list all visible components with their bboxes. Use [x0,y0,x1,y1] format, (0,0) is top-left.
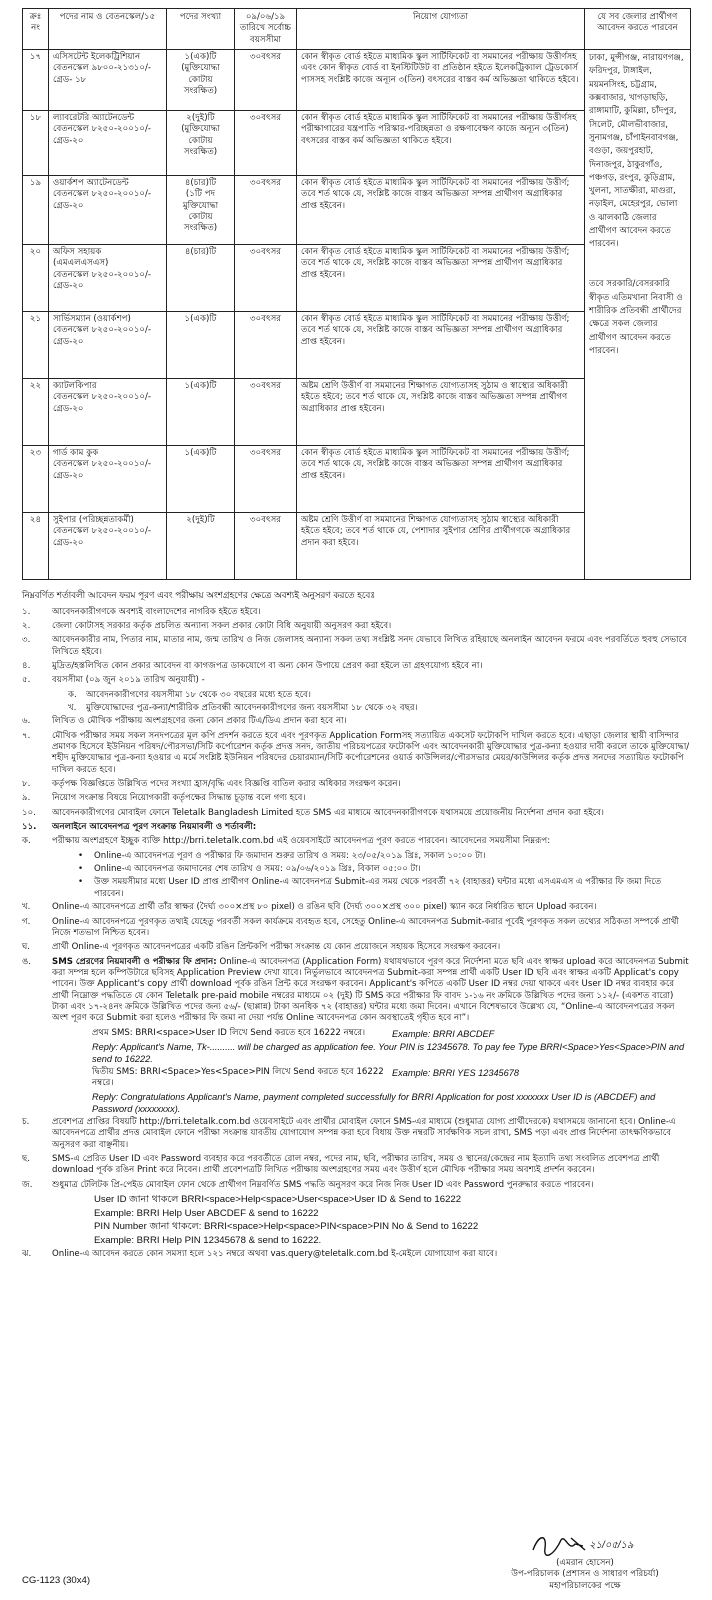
item-text: আবেদনকারীর নাম, পিতার নাম, মাতার নাম, জন্ম তারিখ ও নিজ জেলাসহ অন্যান্য সকল তথ্য সংশ্লিষ্ট সনদ যেভাবে লিখিত রহিয়াছে অনলাইন আবেদন ফরমে এবং পরবর্তিতে হুবহু সেভাবে লিখিতে হইবে। [52,635,687,657]
item-text: মৌখিক পরীক্ষার সময় সকল সনদপত্রের মূল কপি প্রদর্শন করতে হবে এবং পূরণকৃত Application Formসহ সত্যায়িত একসেট ফটোকপি দাখিল করতে হবে। এছাড়া জেলার স্থায়ী বাসিন্দার প্রমাণক হিসেবে ইউনিয়ন পরিষদ/পৌরসভা/সিটি কর্পোরেশন কর্তৃক প্রদত্ত সনদ, জাতীয় পরিচয়পত্রের ফটোকপি এবং আবেদনকারী মুক্তিযোদ্ধার পুত্র-কন্যা হওয়ার দাবী করলে তাকে মুক্তিযোদ্ধা/শহীদ মুক্তিযোদ্ধার পুত্র-কন্যা হওয়ার এ মর্মে সংশ্লিষ্ট ইউনিয়ন পরিষদের চেয়ারম্যান/সিটি কর্পোরেশনের ওয়ার্ড কাউন্সিলর/পৌরসভার মেয়র/কাউন্সিলর কর্তৃক প্রদত্ত সনদের সত্যায়িত ফটোকপি দাখিল করতে হবে। [52,730,690,775]
post-cell [49,446,167,513]
rule-letter: চ. [22,1117,30,1127]
post-name: সার্ভিসম্যান (ওয়ার্কশপ) [53,314,131,325]
recovery-line: User ID জানা থাকলে BRRI<space>Help<space>User<space>User ID & Send to 16222 [94,1194,462,1206]
item-number: ৭. [22,730,31,741]
header-post: পদের নাম ও বেতনস্কেল/১৫ [49,9,167,50]
districts-cell [585,50,691,580]
districts-list: ঢাকা, মুন্সীগঞ্জ, নারায়ণগঞ্জ, ফরিদপুর, টাঙ্গাইল, ময়মনসিংহ, চট্টগ্রাম, কক্সবাজার, খাগড়াছড়ি, রাঙ্গামাটি, কুমিল্লা, চাঁদপুর, সিলেট, মৌলভীবাজার, সুনামগঞ্জ, চাঁপাইনবাবগঞ্জ, বগুড়া, জয়পুরহাট, দিনাজপুর, ঠাকুরগাঁও, পঞ্চগড়, রংপুর, কুড়িগ্রাম, খুলনা, সাতক্ষীরা, মাগুরা, নড়াইল, মেহেরপুর, ভোলা ও ঝালকাঠি জেলার প্রার্থীগণ আবেদন করতে পারবেন। [589,53,684,250]
grade: গ্রেড-২০ [53,537,84,548]
table-header-row [23,9,691,50]
pay-scale: বেতনস্কেল ৮২৫০-২০০১০/- [53,325,151,336]
deadline-bullet [78,864,690,875]
rule-letter: ঙ. [22,956,32,967]
online-rule-uo [22,957,690,1025]
post-cell [49,245,167,312]
bullet-text: Online-এ আবেদনপত্র জমাদানের শেষ তারিখ ও সময়: ০৯/০৬/২০১৯ খ্রিঃ, বিকাল ০৫:০০ টা। [94,864,421,875]
signature-icon [525,1530,645,1558]
officer-designation: উপ-পরিচালক (প্রশাসন ও সাধারণ পরিচর্যা) [511,1569,659,1580]
quota-note: কোটায় সংরক্ষিত) [183,74,218,97]
online-rule-jha [22,1249,690,1260]
post-count: ১(এক)টি [184,448,217,459]
item-number: ৬. [22,716,31,727]
online-rule-ga [22,917,690,940]
pay-scale: বেতনস্কেল ৯৮০০-২১৩১০/- [53,63,151,74]
count-cell [167,245,235,312]
rule-letter: ঝ. [22,1248,32,1259]
signature-date: ২১/০৫/১৯ [589,1540,634,1551]
online-rule-cha [22,1117,690,1151]
sms-first [92,1028,690,1040]
age-cell: ৩০বৎসর [235,312,297,379]
signature-block [470,1530,700,1592]
quota-note: মুক্তিযোদ্ধা কোটায় [182,200,219,223]
qualification-cell: কোন স্বীকৃত বোর্ড হইতে মাধ্যমিক স্কুল সার্টিফিকেট বা সমমানের পরীক্ষায় উত্তীর্ণ; তবে শর্ত থাকে যে, সংশ্লিষ্ট কাজে বাস্তব অভিজ্ঞতা সম্পন্ন প্রার্থীগণ অগ্রাধিকার প্রাপ্ত হইবেন। [297,312,585,379]
bullet-icon: • [78,864,84,875]
age-cell: ৩০বৎসর [235,245,297,312]
qualification-cell: অষ্টম শ্রেণি উত্তীর্ণ বা সমমানের শিক্ষাগত যোগ্যতাসহ সুঠাম স্বাস্থ্যের অধিকারী হইতে হইবে; তবে শর্ত থাকে যে, পেশাদার সুইপার শ্রেণির প্রার্থীগণকে অগ্রাধিকার প্রদান করা হইবে। [297,513,585,580]
serial-cell: ১৯ [23,176,49,245]
post-name: ল্যাবরেটরি অ্যাটেনডেন্ট [53,113,135,124]
count-cell [167,513,235,580]
districts-note: তবে সরকারি/বেসরকারি স্বীকৃত এতিমখানা নিবাসী ও শারীরিক প্রতিবন্ধী প্রার্থীদের ক্ষেত্রে সকল জেলার প্রার্থীগণ আবেদন করতে পারবেন। [589,279,683,356]
condition-item [22,808,690,819]
post-name: ক্যাটলকিপার [53,381,97,392]
quota-note: (১টি পদ [185,189,216,200]
serial-cell: ২৪ [23,513,49,580]
grade: গ্রেড-২০ [53,403,84,414]
rule-letter: ঘ. [22,942,31,953]
header-qualification: নিয়োগ যোগ্যতা [297,9,585,50]
post-count: ২(দুই)টি [186,113,215,124]
rule-letter: ক. [22,836,31,847]
online-rules-heading: অনলাইনে আবেদনপত্র পূরণ সংক্রান্ত নিয়মাবলী ও শর্তাবলী: [52,822,257,833]
serial-cell: ২৩ [23,446,49,513]
rule-text: Online-এ আবেদনপত্র (Application Form) যথাযথভাবে পূরণ করে নির্দেশনা মতে ছবি এবং স্বাক্ষর upload করে আবেদনপত্র Submit করা সম্পন্ন হলে কম্পিউটারে ছবিসহ Application Preview দেখা যাবে। নির্ভুলভাবে আবেদনপত্র Submit-করা সম্পন্ন প্রার্থী একটি User ID ছবি এবং স্বাক্ষর একটি Applicat's copy পাবেন। উক্ত Applicant's copy প্রার্থী download পূর্বক রঙিন প্রিন্ট করে সংরক্ষণ করবেন। Applicant's কপিতে একটি User ID নম্বর দেয়া থাকবে এবং User ID নম্বর ব্যবহার করে প্রার্থী নিম্নোক্ত পদ্ধতিতে যে কোন Teletalk pre-paid mobile নম্বরের মাধ্যমে ০২ (দুই) টি SMS করে পরীক্ষার ফি বাবদ ১-১৬ নং ক্রমিকে উল্লিখিত পদের জন্য ১১২/- (একশত বারো) টাকা এবং ১৭-২৪নং ক্রমিকে উল্লিখিত পদের জন্য ৫৬/- (ছাপ্পান্ন) টাকা অনধিক ৭২ (বাহাত্তর) ঘন্টার মধ্যে জমা দিবেন। এখানে বিশেষভাবে উল্লেখ্য যে, “Online-এ আবেদনপত্রের সকল অংশ পূরণ করে Submit করা হলেও পরীক্ষার ফি জমা না দেয়া পর্যন্ত Online আবেদনপত্র কোন অবস্থাতেই গৃহীত হবে না”। [52,956,689,1024]
count-cell [167,50,235,111]
posts-table [22,8,691,580]
quota-note: সংরক্ষিত) [183,223,218,234]
serial-cell: ২২ [23,379,49,446]
condition-item [22,675,690,686]
post-count: ১(এক)টি [184,314,217,325]
post-name-abbr: (এমএলএসএস) [53,258,109,269]
online-rule-gha [22,942,690,953]
rule-letter: ছ. [22,1154,30,1165]
item-number: ২. [22,620,31,631]
item-text: লিখিত ও মৌখিক পরীক্ষায় অংশগ্রহণের জন্য কোন প্রকার টিএ/ডিএ প্রদান করা হবে না। [52,716,347,727]
quota-note: (মুক্তিযোদ্ধা [181,124,220,135]
footer-code: CG-1123 (30x4) [22,1575,91,1586]
pay-scale: বেতনস্কেল ৮২৫০-২০০১০/- [53,459,151,470]
post-count: ২(দুই)টি [186,515,215,526]
bullet-text: উক্ত সময়সীমার মধ্যে User ID প্রাপ্ত প্রার্থীগণ Online-এ আবেদনপত্র Submit-এর সময় থেকে পরবর্তী ৭২ (বাহাত্তর) ঘন্টার মধ্যে এসএমএস এ পরীক্ষার ফি জমা দিতে পারবেন। [94,877,662,899]
age-cell: ৩০বৎসর [235,513,297,580]
grade: গ্রেড- ১৮ [53,74,87,85]
condition-item [22,661,690,672]
sms-reply: Reply: Congratulations Applicant's Name, payment completed successfully for BRRI Application for post xxxxxxx User ID is (ABCDEF) and Password (xxxxxxxx). [92,1091,656,1114]
item-text: বয়সসীমা (০৯ জুন ২০১৯ তারিখ অনুযায়ী) - [52,675,205,686]
conditions-intro: নিম্নবর্ণিত শর্তাবলী আবেদন ফরম পূরণ এবং পরীক্ষায় অংশগ্রহণের ক্ষেত্রে অবশ্যই অনুসরণ করতে হবেঃ [22,591,376,601]
condition-item [22,607,690,618]
item-text: নিয়োগ সংক্রান্ত বিষয়ে নিয়োগকারী কর্তৃপক্ষের সিদ্ধান্ত চূড়ান্ত বলে গণ্য হবে। [52,793,306,804]
subitem-letter: ক. [68,689,77,700]
item-number: ৯. [22,793,31,804]
count-cell [167,379,235,446]
post-name: সুইপার (পরিচ্ছন্নতাকর্মী) [53,515,134,526]
age-cell: ৩০বৎসর [235,111,297,176]
post-cell [49,513,167,580]
condition-item [22,635,690,658]
qualification-cell: কোন স্বীকৃত বোর্ড হইতে মাধ্যমিক স্কুল সার্টিফিকেট বা সমমানের পরীক্ষায় উত্তীর্ণ; তবে শর্ত থাকে যে, সংশ্লিষ্ট কাজে বাস্তব অভিজ্ঞতা সম্পন্ন প্রার্থীগণ অগ্রাধিকার প্রাপ্ত হইবেন। [297,176,585,245]
post-cell [49,379,167,446]
bullet-icon: • [78,877,84,888]
rule-text: প্রার্থী Online-এ পূরণকৃত আবেদনপত্রের একটি রঙিন প্রিন্টকপি পরীক্ষা সংক্রান্ত যে কোন প্রয়োজনে সহায়ক হিসেবে সংরক্ষণ করবেন। [52,942,501,953]
deadline-bullet [78,851,690,862]
age-cell: ৩০বৎসর [235,50,297,111]
age-cell: ৩০বৎসর [235,176,297,245]
item-text: আবেদনকারীগণকে অবশ্যই বাংলাদেশের নাগরিক হইতে হইবে। [52,606,261,617]
online-rule-ja [22,1180,690,1191]
subitem-text: মুক্তিযোদ্ধাদের পুত্র-কন্যা/শারীরিক প্রতিবন্ধী আবেদনকারীগণের জন্য বয়সসীমা ১৮ থেকে ৩২ বছর। [86,703,418,714]
post-name: ওয়ার্কশপ অ্যাটেনডেন্ট [53,178,129,189]
deadline-bullet [78,877,690,900]
age-cell: ৩০বৎসর [235,446,297,513]
item-number: ৫. [22,675,31,686]
count-cell [167,312,235,379]
rule-letter: জ. [22,1179,33,1190]
qualification-cell: অষ্টম শ্রেণি উত্তীর্ণ বা সমমানের শিক্ষাগত যোগ্যতাসহ সুঠাম ও স্বাস্থ্যের অধিকারী হইতে হইবে; তবে শর্ত থাকে যে, সংশ্লিষ্ট কাজে বাস্তব অভিজ্ঞতা সম্পন্ন প্রার্থীগণ অগ্রাধিকার প্রাপ্ত হইবেন। [297,379,585,446]
post-count: ১(এক)টি [184,52,217,63]
condition-item [22,731,690,776]
recovery-line: Example: BRRI Help PIN 12345678 & send to 16222. [94,1235,322,1247]
grade: গ্রেড-২০ [53,200,84,211]
sms-rules-heading: SMS প্রেরণের নিয়মাবলী ও পরীক্ষার ফি প্রদান: [52,956,217,967]
header-age: ০৯/০৬/১৯ তারিখে সর্বোচ্চ বয়সসীমা [235,9,297,50]
rule-text: শুধুমাত্র টেলিটক প্রি-পেইড মোবাইল ফোন থেকে প্রার্থীগণ নিম্নবর্ণিত SMS পদ্ধতি অনুসরণ করে নিজ নিজ User ID এবং Password পুনরুদ্ধার করতে পারবেন। [52,1179,594,1190]
rule-text: Online-এ আবেদনপত্রে পূরণকৃত তথ্যই যেহেতু পরবর্তী সকল কার্যক্রমে ব্যবহৃত হবে, সেহেতু Online-এ আবেদনপত্র Submit-করার পূর্বেই পূরণকৃত সকল তথ্যের সঠিকতা সম্পর্কে প্রার্থী নিজে শতভাগ নিশ্চিত হবেন। [52,916,679,938]
item-number: ১১. [22,822,37,833]
bullet-icon: • [78,850,84,861]
item-number: ৮. [22,779,31,790]
recovery-line: PIN Number জানা থাকলে: BRRI<space>Help<space>PIN<space>PIN No & Send to 16222 [94,1221,479,1233]
pay-scale: বেতনস্কেল ৮২৫০-২০০১০/- [53,269,151,280]
post-count: ৪(চার)টি [184,178,217,189]
count-cell [167,111,235,176]
conditions-section [22,591,690,1263]
post-cell [49,50,167,111]
post-count: ১(এক)টি [184,381,217,392]
online-rule-chha [22,1154,690,1177]
serial-cell: ১৮ [23,111,49,176]
rule-letter: খ. [22,902,31,913]
age-cell: ৩০বৎসর [235,379,297,446]
bullet-text: Online-এ আবেদনপত্র পূরণ ও পরীক্ষার ফি জমাদান শুরুর তারিখ ও সময়: ২৩/০৫/২০১৯ খ্রিঃ, সকাল ১০:০০ টা। [94,850,486,861]
quota-note: (মুক্তিযোদ্ধা [181,63,220,74]
grade: গ্রেড-২০ [53,470,84,481]
post-cell [49,176,167,245]
item-text: মুদ্রিত/হস্তলিখিত কোন প্রকার আবেদন বা কাগজপত্র ডাকযোগে বা অন্য কোন উপায়ে প্রেরণ করা হইলে তা গ্রহণযোগ্য হইবে না। [52,660,483,671]
item-text: জেলা কোটাসহ সরকার কর্তৃক প্রচলিত অন্যান্য সকল প্রকার কোটা বিধি অনুযায়ী অনুসরণ করা হইবে। [52,620,392,631]
item-text: আবেদনকারীগণের মোবাইল ফোনে Teletalk Bangladesh Limited হতে SMS এর মাধ্যমে আবেদনকারীগণকে যথাসময়ে প্রয়োজনীয় নির্দেশনা প্রদান করা হইবে। [52,807,604,818]
sms-second [92,1067,690,1090]
count-cell [167,176,235,245]
post-count: ৪(চার)টি [184,247,217,258]
count-cell [167,446,235,513]
condition-item [22,793,690,804]
condition-subitem [68,690,690,701]
qualification-cell: কোন স্বীকৃত বোর্ড হইতে মাধ্যমিক স্কুল সার্টিফিকেট বা সমমানের পরীক্ষায় উত্তীর্ণ; তবে শর্ত থাকে যে, সংশ্লিষ্ট কাজে বাস্তব অভিজ্ঞতা সম্পন্ন প্রার্থীগণ অগ্রাধিকার প্রাপ্ত হইবেন। [297,245,585,312]
sms-instruction: প্রথম SMS: BRRI<space>User ID লিখে Send করতে হবে 16222 নম্বরে। [92,1027,366,1038]
post-name: এসিসটেন্ট ইলেকট্রিশিয়ান [53,52,141,63]
rule-letter: গ. [22,916,31,927]
pay-scale: বেতনস্কেল ৮২৫০-২০০১০/- [53,189,151,200]
condition-subitem [68,703,690,714]
sms-reply: Reply: Applicant's Name, Tk-.......... will be charged as application fee. Your PIN is 12345678. To pay fee Type BRRI<Space>Yes<Space>PIN and send to 16222. [92,1041,685,1064]
sms-example: Example: BRRI ABCDEF [392,1028,495,1039]
header-districts: যে সব জেলার প্রার্থীগণ আবেদন করতে পারবেন [585,9,691,50]
pay-scale: বেতনস্কেল ৮২৫০-২০০১০/- [53,392,151,403]
condition-item [22,621,690,632]
post-name: গার্ড কাম কুক [53,448,99,459]
condition-item [22,716,690,727]
condition-item [22,822,690,833]
sms-instruction: দ্বিতীয় SMS: BRRI<Space>Yes<Space>PIN লিখে Send করতে হবে 16222 নম্বরে। [92,1067,384,1089]
qualification-cell: কোন স্বীকৃত বোর্ড হইতে মাধ্যমিক স্কুল সার্টিফিকেট বা সমমানের পরীক্ষায় উত্তীর্ণ; তবে শর্ত থাকে যে, সংশ্লিষ্ট কাজে বাস্তব অভিজ্ঞতা সম্পন্ন প্রার্থীগণ অগ্রাধিকার প্রাপ্ত হইবেন। [297,446,585,513]
item-number: ৩. [22,635,31,646]
serial-cell: ২১ [23,312,49,379]
pay-scale: বেতনস্কেল ৮২৫০-২০০১০/- [53,124,151,135]
grade: গ্রেড-২০ [53,281,84,292]
recovery-line: Example: BRRI Help User ABCDEF & send to 16222 [94,1207,319,1219]
header-count: পদের সংখ্যা [167,9,235,50]
rule-text: Online-এ আবেদন করতে কোন সমস্যা হলে ১২১ নম্বরে অথবা vas.query@teletalk.com.bd ই-মেইলে যোগাযোগ করা যাবে। [52,1248,498,1259]
condition-item [22,779,690,790]
qualification-cell: কোন স্বীকৃত বোর্ড হইতে মাধ্যমিক স্কুল সার্টিফিকেট বা সমমানের পরীক্ষায় উত্তীর্ণসহ পরীক্ষাগারের যন্ত্রপাতি পরিস্কার-পরিচ্ছন্নতা ও রক্ষণাবেক্ষণ কাজে অন্যূন ৩(তিন) বৎসরের বাস্তব কর্ম অভিজ্ঞতা থাকিতে হইবে। [297,111,585,176]
item-number: ১. [22,606,31,617]
subitem-text: আবেদনকারীগণের বয়সসীমা ১৮ থেকে ৩০ বছরের মধ্যে হতে হবে। [86,689,311,700]
serial-cell: ২০ [23,245,49,312]
qualification-cell: কোন স্বীকৃত বোর্ড হইতে মাধ্যমিক স্কুল সার্টিফিকেট বা সমমানের পরীক্ষায় উত্তীর্ণসহ এবং কোন স্বীকৃত বোর্ড বা ইনস্টিটিউট বা প্রতিষ্ঠান হইতে ইলেকট্রিক্যাল ট্রেডকোর্স পাসসহ সংশ্লিষ্ট কাজে অন্যূন ৩(তিন) বৎসরের বাস্তব কর্ম অভিজ্ঞতা থাকিতে হইবে। [297,50,585,111]
rule-text: প্রবেশপত্র প্রাপ্তির বিষয়টি http://brri.teletalk.com.bd ওয়েবসাইটে এবং প্রার্থীর মোবাইল ফোনে SMS-এর মাধ্যমে (শুধুমাত্র যোগ্য প্রার্থীদেরকে) যথাসময়ে জানানো হবে। Online-এ আবেদনপত্রে প্রার্থীর প্রদত্ত মোবাইল ফোনে পরীক্ষা সংক্রান্ত যাবতীয় যোগাযোগ সম্পন্ন করা হবে বিধায় উক্ত নম্বরটি সার্বক্ষণিক সচল রাখা, SMS পড়া এবং প্রাপ্ত নির্দেশনা তাৎক্ষণিকভাবে অনুসরণ করা বাঞ্ছনীয়। [52,1117,676,1150]
serial-cell: ১৭ [23,50,49,111]
sms-example: Example: BRRI YES 12345678 [392,1068,520,1079]
online-rule-kha [22,902,690,913]
pay-scale: বেতনস্কেল ৮২৫০-২০০১০/- [53,526,151,537]
rule-text: Online-এ আবেদনপত্রে প্রার্থী তাঁর স্বাক্ষর (দৈর্ঘ্য ৩০০×প্রস্থ ৮০ pixel) ও রঙিন ছবি (দৈর্ঘ্য ৩০০×প্রস্থ ৩০০ pixel) স্ক্যান করে নির্ধারিত স্থানে Upload করবেন। [52,902,597,913]
grade: গ্রেড-২০ [53,135,84,146]
grade: গ্রেড-২০ [53,336,84,347]
subitem-letter: খ. [68,703,77,714]
rule-text: SMS-এ প্রেরিত User ID এবং Password ব্যবহার করে পরবর্তীতে রোল নম্বর, পদের নাম, ছবি, পরীক্ষার তারিখ, সময় ও স্থানের/কেন্দ্রের নাম ইত্যাদি তথ্য সংবলিত প্রবেশপত্র প্রার্থী download পূর্বক রঙিন Print করে নিবেন। প্রার্থী প্রবেশপত্রটি লিখিত পরীক্ষায় অংশগ্রহণের সময় এবং উত্তীর্ণ হলে মৌখিক পরীক্ষার সময় অবশ্যই প্রদর্শন করবেন। [52,1154,660,1176]
item-number: ১০. [22,807,36,818]
table-row [23,50,691,111]
online-rule-ka [22,836,690,847]
post-cell [49,111,167,176]
officer-name: (এমরান হোসেন) [556,1558,614,1568]
post-cell [49,312,167,379]
item-number: ৪. [22,660,31,671]
header-serial: ক্রঃ নং [23,9,49,50]
rule-text: পরীক্ষায় অংশগ্রহণে ইচ্ছুক ব্যক্তি http://brri.teletalk.com.bd এই ওয়েবসাইটে আবেদনপত্র পূরণ করতে পারবেন। আবেদনের সময়সীমা নিম্নরূপ: [52,836,551,847]
item-text: কর্তৃপক্ষ বিজ্ঞপ্তিতে উল্লিখিত পদের সংখ্যা হ্রাস/বৃদ্ধি এবং বিজ্ঞপ্তি বাতিল করার অধিকার সংরক্ষণ করেন। [52,779,401,790]
quota-note: কোটায় সংরক্ষিত) [183,135,218,158]
post-name: অফিস সহায়ক [53,247,102,258]
on-behalf-of: মহাপরিচালকের পক্ষে [549,1580,621,1591]
